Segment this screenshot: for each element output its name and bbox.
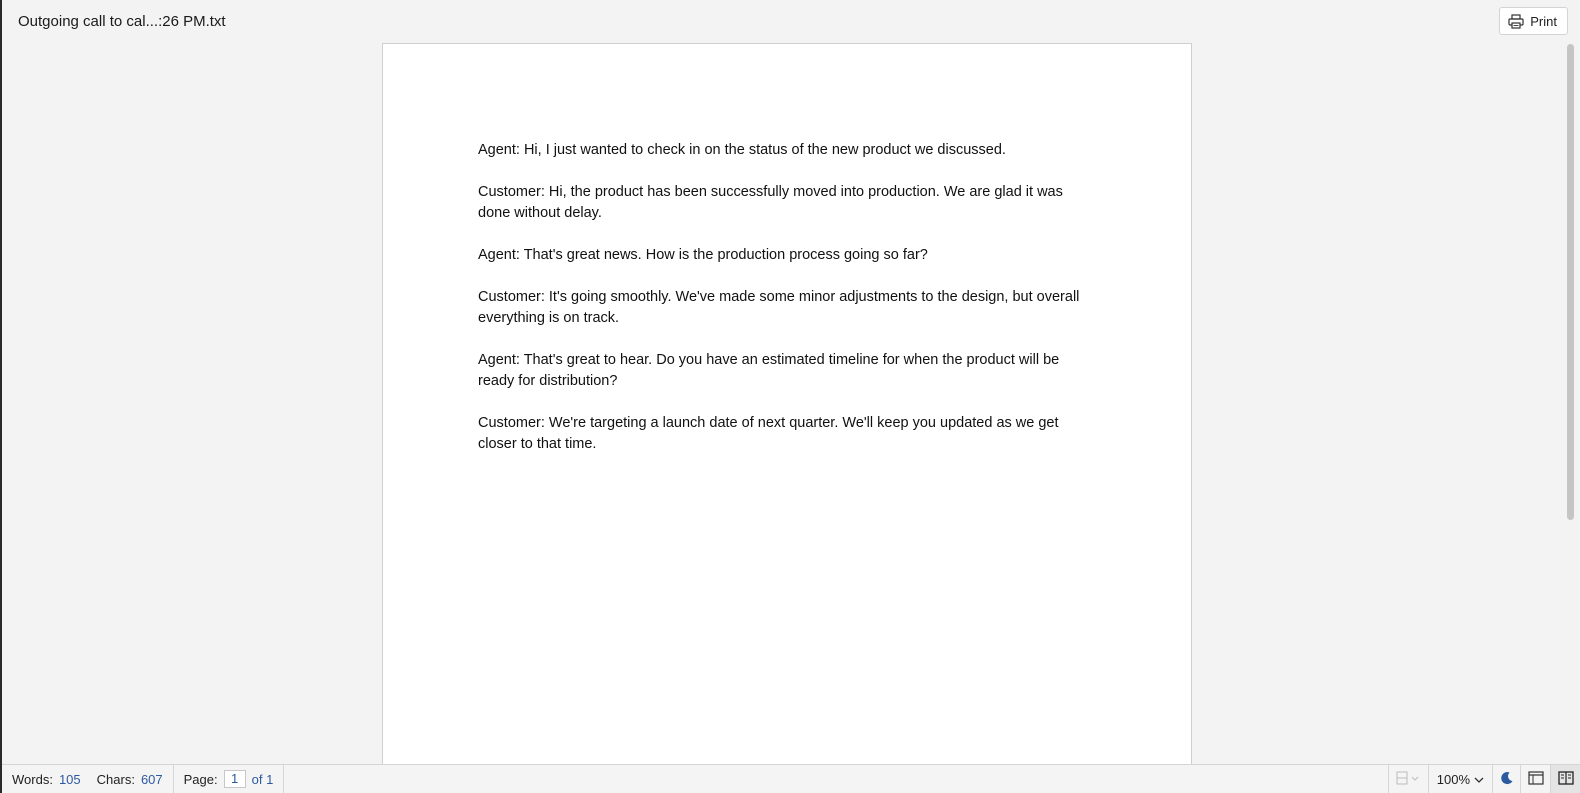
status-bar — [2, 764, 1580, 793]
page-label: Page: — [183, 771, 218, 787]
printer-icon — [1508, 14, 1524, 29]
document-title: Outgoing call to cal...:26 PM.txt — [18, 13, 226, 30]
print-button[interactable] — [1499, 7, 1568, 35]
print-label: Print — [1530, 13, 1557, 29]
moon-icon — [1500, 771, 1514, 788]
transcript-line: Agent: That's great news. How is the production process going so far? — [478, 247, 928, 263]
chevron-down-icon — [1474, 772, 1484, 787]
transcript-line: Agent: That's great to hear. Do you have an estimated timeline for when the product will be ready for distribution? — [478, 352, 1060, 389]
transcript-line: Customer: We're targeting a launch date of next quarter. We'll keep you updated as we get closer to that time. — [478, 415, 1059, 452]
chars-label: Chars: — [96, 771, 135, 787]
words-value: 105 — [58, 771, 81, 787]
zoom-select[interactable] — [1428, 765, 1492, 793]
page-layout-icon — [1395, 770, 1421, 789]
page-total: of 1 — [251, 771, 274, 787]
document-text — [478, 140, 1098, 476]
zoom-value: 100% — [1436, 771, 1470, 787]
title-bar — [2, 0, 1580, 42]
night-mode-button[interactable] — [1492, 765, 1520, 793]
word-char-count — [2, 765, 174, 793]
words-label: Words: — [12, 771, 53, 787]
transcript-line: Customer: Hi, the product has been successfully moved into production. We are glad it was done without delay. — [478, 184, 1063, 221]
document-scroll-area[interactable] — [2, 42, 1580, 764]
status-tools — [1388, 765, 1580, 793]
page-number-input[interactable]: 1 — [224, 770, 246, 788]
page-indicator — [174, 765, 285, 793]
transcript-line: Agent: Hi, I just wanted to check in on the status of the new product we discussed. — [478, 142, 1006, 158]
print-layout-button[interactable] — [1520, 765, 1550, 793]
document-page — [382, 43, 1192, 764]
reading-layout-icon — [1558, 771, 1574, 788]
transcript-line: Customer: It's going smoothly. We've made some minor adjustments to the design, but overall everything is on track. — [478, 289, 1080, 326]
print-layout-icon — [1528, 771, 1544, 788]
chars-value: 607 — [140, 771, 163, 787]
page-layout-button[interactable] — [1388, 765, 1428, 793]
vertical-scrollbar[interactable] — [1566, 44, 1574, 760]
scrollbar-thumb[interactable] — [1567, 44, 1574, 520]
reading-layout-button[interactable] — [1550, 765, 1580, 793]
